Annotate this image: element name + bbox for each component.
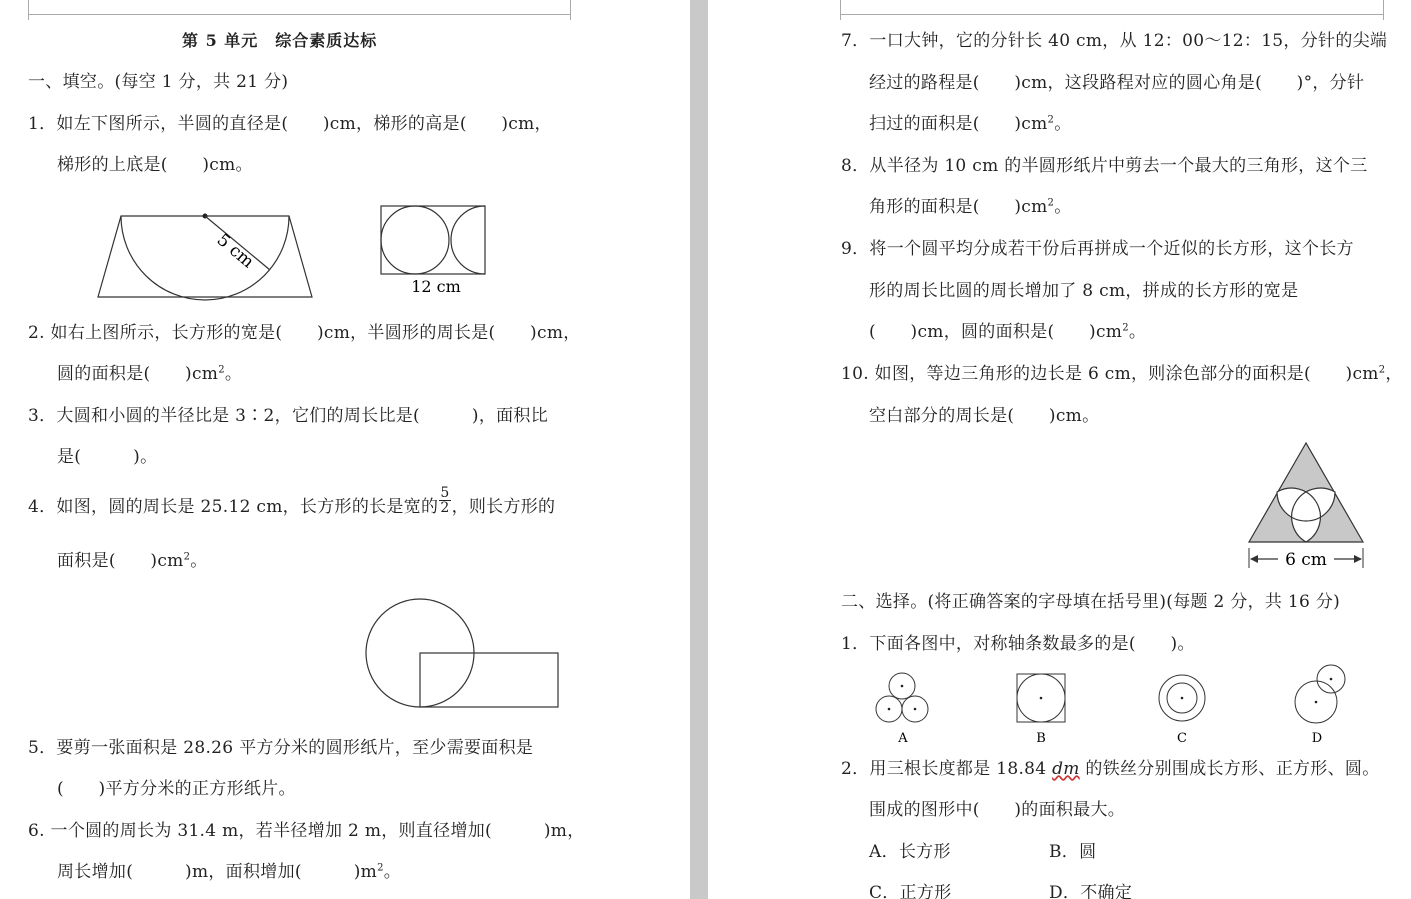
left-page bbox=[0, 0, 690, 899]
section-heading-fill-in: 一、填空。(每空 1 分，共 21 分) bbox=[28, 72, 289, 92]
question-1-line-1: 1．如左下图所示，半圆的直径是( )cm，梯形的高是( )cm， bbox=[28, 114, 552, 134]
choice-2-line-1: 2．用三根长度都是 18.84 dm 的铁丝分别围成长方形、正方形、圆。 bbox=[841, 759, 1380, 779]
section-heading-choice: 二、选择。(将正确答案的字母填在括号里)(每题 2 分，共 16 分) bbox=[841, 592, 1341, 612]
right-page bbox=[708, 0, 1411, 899]
question-8-line-1: 8．从半径为 10 cm 的半圆形纸片中剪去一个最大的三角形，这个三 bbox=[841, 156, 1368, 176]
rectangle-shape bbox=[420, 653, 558, 707]
question-2-line-1: 2. 如右上图所示，长方形的宽是( )cm，半圆形的周长是( )cm， bbox=[28, 323, 581, 343]
option-b-circle-in-square bbox=[1017, 674, 1065, 722]
choice-2-option-b: B．圆 bbox=[1049, 842, 1097, 862]
choice-2-line-2: 围成的图形中( )的面积最大。 bbox=[869, 800, 1126, 820]
question-6-line-2: 周长增加( )m，面积增加( )$m^2$。 bbox=[57, 862, 402, 882]
fraction: $\frac{5}{2}$ bbox=[440, 485, 450, 516]
option-a-label: A bbox=[898, 731, 908, 746]
question-7-line-1: 7．一口大钟，它的分针长 40 cm，从 12：00～12：15，分针的尖端 bbox=[841, 31, 1388, 51]
option-a-three-circles bbox=[876, 673, 928, 722]
option-b-label: B bbox=[1036, 731, 1046, 746]
question-5-line-2: ( )平方分米的正方形纸片。 bbox=[57, 779, 296, 799]
question-1-line-2: 梯形的上底是( )cm。 bbox=[57, 155, 253, 175]
figure-circle-rectangle bbox=[0, 0, 690, 899]
question-8-line-2: 角形的面积是( )$cm^2$。 bbox=[869, 197, 1072, 217]
question-7-line-3: 扫过的面积是( )$cm^2$。 bbox=[869, 114, 1072, 134]
radius-label: 5 cm bbox=[212, 230, 258, 273]
question-4-line-1: 4．如图，圆的周长是 25.12 cm，长方形的长是宽的 $\frac{5}{2}$ ，则长方形的 bbox=[28, 485, 556, 517]
question-3-line-1: 3．大圆和小圆的半径比是 3∶2，它们的周长比是( )，面积比 bbox=[28, 406, 549, 426]
question-6-line-1: 6. 一个圆的周长为 31.4 m，若半径增加 2 m，则直径增加( )m， bbox=[28, 821, 585, 841]
question-10-line-1: 10. 如图，等边三角形的边长是 6 cm，则涂色部分的面积是( )$cm^2$， bbox=[841, 364, 1403, 384]
question-10-line-2: 空白部分的周长是( )cm。 bbox=[869, 406, 1100, 426]
choice-2-option-c: C．正方形 bbox=[869, 883, 952, 899]
option-d-two-circles bbox=[1295, 665, 1345, 723]
side-length-label: 6 cm bbox=[1285, 550, 1327, 570]
page-title: 第 5 单元 综合素质达标 bbox=[182, 31, 378, 50]
question-3-line-2: 是( )。 bbox=[57, 447, 158, 467]
question-9-line-2: 形的周长比圆的周长增加了 8 cm，拼成的长方形的宽是 bbox=[869, 281, 1299, 301]
question-9-line-3: ( )cm，圆的面积是( )$cm^2$。 bbox=[869, 322, 1147, 342]
question-7-line-2: 经过的路程是( )cm，这段路程对应的圆心角是( )°，分针 bbox=[869, 73, 1365, 93]
width-label: 12 cm bbox=[411, 277, 461, 296]
page-gutter bbox=[690, 0, 708, 899]
choice-1-line-1: 1．下面各图中，对称轴条数最多的是( )。 bbox=[841, 634, 1195, 654]
option-c-label: C bbox=[1177, 731, 1187, 746]
question-2-line-2: 圆的面积是( )$cm^2$。 bbox=[57, 364, 243, 384]
question-5-line-1: 5．要剪一张面积是 28.26 平方分米的圆形纸片，至少需要面积是 bbox=[28, 738, 534, 758]
question-4-line-2: 面积是( )$cm^2$。 bbox=[57, 551, 208, 571]
question-9-line-1: 9．将一个圆平均分成若干份后再拼成一个近似的长方形，这个长方 bbox=[841, 239, 1354, 259]
option-c-concentric-circles bbox=[1159, 675, 1205, 721]
choice-2-option-d: D．不确定 bbox=[1049, 883, 1133, 899]
option-d-label: D bbox=[1311, 731, 1323, 746]
choice-2-option-a: A．长方形 bbox=[869, 842, 951, 862]
